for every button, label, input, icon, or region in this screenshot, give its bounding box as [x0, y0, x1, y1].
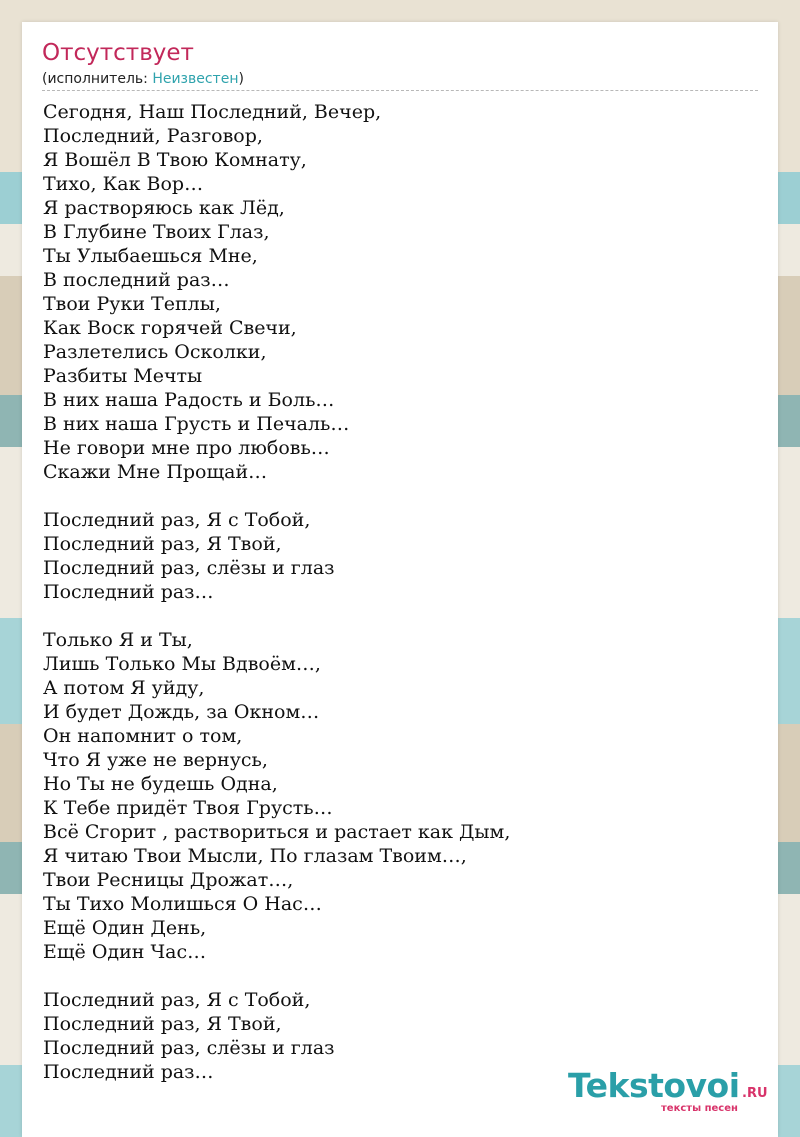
logo-domain: .RU [742, 1086, 768, 1101]
lyric-line: Я Вошёл В Твою Комнату, [43, 149, 307, 171]
artist-line [42, 71, 244, 87]
lyric-line: Последний, Разговор, [43, 125, 263, 147]
stanza-break [43, 484, 763, 508]
lyric-line: Ещё Один Час… [43, 941, 207, 963]
lyric-line: Тихо, Как Вор… [43, 173, 204, 195]
lyrics-text [43, 100, 763, 1084]
title-divider [42, 90, 758, 91]
lyric-line: Твои Руки Теплы, [43, 293, 221, 315]
lyric-line: Ещё Один День, [43, 917, 207, 939]
lyric-line: Но Ты не будешь Одна, [43, 773, 278, 795]
lyric-line: Твои Ресницы Дрожат…, [43, 869, 294, 891]
lyric-line: Ты Тихо Молишься О Нас… [43, 893, 322, 915]
song-title: Отсутствует [42, 40, 194, 66]
lyric-line: Не говори мне про любовь… [43, 437, 330, 459]
site-logo[interactable] [568, 1066, 778, 1118]
lyric-line: А потом Я уйду, [43, 677, 205, 699]
lyric-line: Всё Сгорит , раствориться и растает как Дым, [43, 821, 511, 843]
lyric-line: Я читаю Твои Мысли, По глазам Твоим…, [43, 845, 467, 867]
lyric-line: Сегодня, Наш Последний, Вечер, [43, 101, 382, 123]
lyric-line: Скажи Мне Прощай… [43, 461, 268, 483]
lyric-line: Я растворяюсь как Лёд, [43, 197, 285, 219]
lyric-line: Последний раз… [43, 1061, 214, 1083]
logo-wordmark: Tekstovoi [568, 1066, 740, 1105]
logo-subtitle: тексты песен [661, 1103, 738, 1114]
lyric-line: Последний раз, Я Твой, [43, 1013, 282, 1035]
artist-prefix: (исполнитель: [42, 71, 153, 87]
lyric-line: Что Я уже не вернусь, [43, 749, 268, 771]
lyric-line: Как Воск горячей Свечи, [43, 317, 297, 339]
stanza-break [43, 964, 763, 988]
lyric-line: Только Я и Ты, [43, 629, 193, 651]
lyric-line: И будет Дождь, за Окном… [43, 701, 320, 723]
lyric-line: Ты Улыбаешься Мне, [43, 245, 258, 267]
lyric-line: В Глубине Твоих Глаз, [43, 221, 270, 243]
lyric-line: Последний раз… [43, 581, 214, 603]
lyric-line: Последний раз, Я с Тобой, [43, 509, 311, 531]
artist-suffix: ) [238, 71, 244, 87]
lyric-line: К Тебе придёт Твоя Грусть… [43, 797, 333, 819]
lyric-line: Последний раз, Я с Тобой, [43, 989, 311, 1011]
lyric-line: Последний раз, слёзы и глаз [43, 1037, 335, 1059]
lyric-line: Он напомнит о том, [43, 725, 243, 747]
lyric-line: В последний раз… [43, 269, 230, 291]
lyric-line: Лишь Только Мы Вдвоём…, [43, 653, 321, 675]
lyric-line: Разбиты Мечты [43, 365, 203, 387]
lyric-line: Последний раз, слёзы и глаз [43, 557, 335, 579]
artist-link[interactable]: Неизвестен [152, 71, 239, 87]
lyric-line: Последний раз, Я Твой, [43, 533, 282, 555]
lyric-line: В них наша Радость и Боль… [43, 389, 335, 411]
stanza-break [43, 604, 763, 628]
lyric-line: Разлетелись Осколки, [43, 341, 267, 363]
lyric-line: В них наша Грусть и Печаль… [43, 413, 350, 435]
